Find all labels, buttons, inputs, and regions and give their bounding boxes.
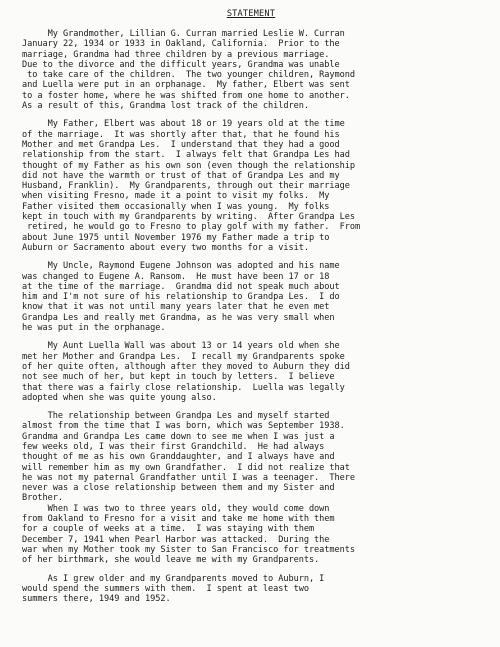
document-title: STATEMENT [226, 9, 276, 19]
text-line: Grandma and Grandpa Les came down to see me when I was just a [22, 431, 335, 442]
text-line: Father visited them occasionally when I was young. My folks [22, 201, 330, 212]
text-line: not see much of her, but kept in touch by letters. I believe [22, 372, 335, 383]
paragraph-2 [22, 119, 480, 253]
text-line: did not have the warmth or trust of that of Grandpa Les and my [22, 170, 340, 181]
text-line: of her birthmark, she would leave me with my Grandparents. [22, 555, 320, 566]
text-line: thought of me as his own Granddaughter, and I always have and [22, 452, 335, 463]
text-line: Husband, Franklin). My Grandparents, through out their marriage [22, 181, 350, 192]
paragraph-1 [22, 29, 480, 111]
text-line: from Oakland to Fresno for a visit and take me home with them [22, 514, 335, 525]
text-line: thought of my Father as his own son (even though the relationship [22, 160, 356, 171]
paragraph-3 [22, 261, 480, 333]
text-line: My Uncle, Raymond Eugene Johnson was adopted and his name [22, 261, 340, 272]
text-line: will remember him as my own Grandfather. I did not realize that [22, 462, 350, 473]
paragraph-4 [22, 341, 480, 403]
text-line: at the time of the marriage. Grandma did not speak much about [22, 281, 340, 292]
text-line: was changed to Eugene A. Ransom. He must have been 17 or 18 [22, 271, 330, 282]
text-line: Due to the divorce and the difficult years, Grandma was unable [22, 59, 340, 70]
text-line: for a couple of weeks at a time. I was staying with them [22, 524, 315, 535]
text-line: The relationship between Grandpa Les and myself started [22, 411, 330, 422]
text-line: retired, he would go to Fresno to play golf with my father. From [22, 222, 361, 233]
text-line: My Grandmother, Lillian G. Curran married Leslie W. Curran [22, 29, 345, 39]
text-line: of her quite often, although after they moved to Auburn they did [22, 361, 350, 372]
text-line: about June 1975 until November 1976 my Father made a trip to [22, 232, 330, 243]
text-line: summers there, 1949 and 1952. [22, 594, 171, 605]
text-line: kept in touch with my Grandparents by writing. After Grandpa Les [22, 212, 356, 223]
text-line: As I grew older and my Grandparents moved to Auburn, I [22, 573, 325, 584]
text-line: to a foster home, where he was shifted from one home to another. [22, 90, 350, 101]
text-line: and Luella were put in an orphanage. My father, Elbert was sent [22, 80, 350, 91]
text-line: Auburn or Sacramento about every two months for a visit. [22, 242, 309, 253]
text-line: that there was a fairly close relationship. Luella was legally [22, 382, 345, 393]
text-line: As a result of this, Grandma lost track of the children. [22, 101, 309, 112]
text-line: never was a close relationship between them and my Sister and [22, 483, 335, 494]
text-line: relationship from the start. I always felt that Grandpa Les had [22, 150, 350, 161]
text-line: My Aunt Luella Wall was about 13 or 14 years old when she [22, 341, 340, 352]
paragraph-6 [22, 574, 480, 605]
text-line: know that it was not until many years later that he even met [22, 302, 330, 313]
text-line: few weeks old, I was their first Grandchild. He had always [22, 441, 325, 452]
text-line: January 22, 1934 or 1933 in Oakland, California. Prior to the [22, 39, 340, 50]
text-line: him and I'm not sure of his relationship to Grandpa Les. I do [22, 292, 340, 303]
text-line: marriage, Grandma had three children by a previous marriage. [22, 49, 330, 60]
text-line: of the marriage. It was shortly after that, that he found his [22, 129, 340, 140]
paragraph-5 [22, 411, 480, 565]
text-line: Brother. [22, 493, 63, 504]
text-line: to take care of the children. The two younger children, Raymond [22, 70, 356, 81]
text-line: he was put in the orphanage. [22, 323, 166, 334]
text-line: almost from the time that I was born, which was September 1938. [22, 421, 345, 432]
text-line: December 7, 1941 when Pearl Harbor was attacked. During the [22, 534, 330, 545]
text-line: My Father, Elbert was about 18 or 19 years old at the time [22, 119, 345, 130]
text-line: war when my Mother took my Sister to San Francisco for treatments [22, 544, 356, 555]
text-line: met her Mother and Grandpa Les. I recall my Grandparents spoke [22, 351, 345, 362]
text-line: would spend the summers with them. I spent at least two [22, 583, 309, 594]
text-line: Grandpa Les and really met Grandma, as he was very small when [22, 312, 335, 323]
text-line: adopted when she was quite young also. [22, 392, 217, 403]
text-line: When I was two to three years old, they would come down [22, 503, 330, 514]
text-line: he was not my paternal Grandfather until I was a teenager. There [22, 472, 356, 483]
text-line: when visiting Fresno, made it a point to visit my folks. My [22, 191, 330, 202]
text-line: Mother and met Grandpa Les. I understand that they had a good [22, 139, 340, 150]
